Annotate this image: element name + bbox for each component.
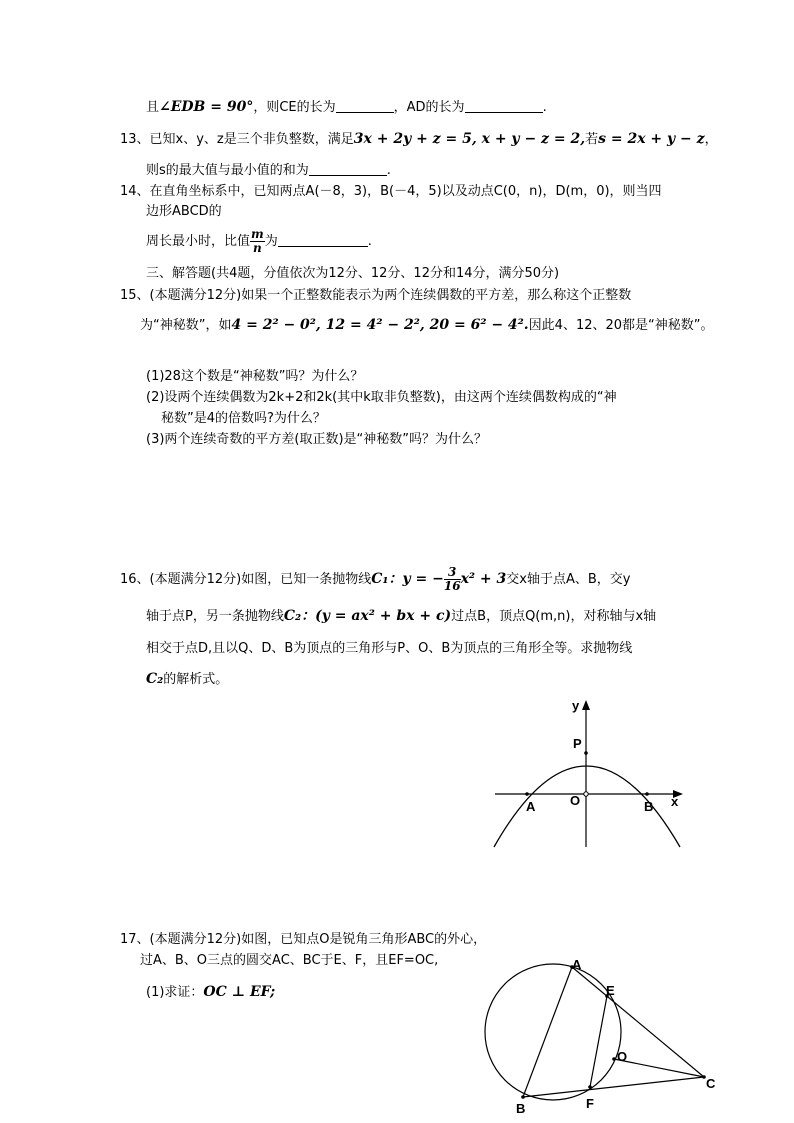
segment-ab <box>523 967 572 1097</box>
q13-line2: 则s的最大值与最小值的和为 . <box>146 163 391 178</box>
q14-line3: 周长最小时，比值 $\frac{m}{n}$ 为 . <box>146 227 372 255</box>
label-o: O <box>617 1049 628 1064</box>
label-b: B <box>516 1101 526 1116</box>
label-c: C <box>706 1076 716 1091</box>
q13-line1: 13、已知x、y、z是三个非负整数，满足3x + 2y + z = 5, x + y − z = 2,若s = 2x + y − z， <box>120 131 718 147</box>
q16-line4: C₂的解析式。 <box>146 671 229 687</box>
answer-blank-ce[interactable] <box>336 98 394 113</box>
point-f <box>588 1085 592 1089</box>
q17-line1: 17、(本题满分12分)如图，已知点O是锐角三角形ABC的外心， <box>120 932 487 947</box>
origin-point <box>584 792 588 796</box>
fraction-m-n: $\frac{m}{n}$ <box>251 227 264 255</box>
q15-line1: 15、(本题满分12分)如果一个正整数能表示为两个连续偶数的平方差，那么称这个正整数 <box>120 288 632 303</box>
label-e: E <box>606 983 615 998</box>
answer-blank-ratio[interactable] <box>278 232 368 247</box>
y-axis-arrow <box>582 700 590 710</box>
q16-line2: 轴于点P，另一条抛物线C₂：(y = ax² + bx + c)过点B，顶点Q(m,n)，对称轴与x轴 <box>146 608 657 624</box>
label-a: A <box>526 799 536 814</box>
segment-ac <box>572 967 704 1077</box>
q15-sub3: (3)两个连续奇数的平方差(取正数)是“神秘数”吗？为什么？ <box>146 432 488 447</box>
fraction-3-16: $\frac{3}{16}$ <box>443 565 461 593</box>
section-title: 三、解答题(共4题，分值依次为12分、12分、12分和14分，满分50分) <box>146 266 560 281</box>
point-b <box>645 792 649 796</box>
q15-sub2-cont: 秘数”是4的倍数吗?为什么？ <box>161 411 326 426</box>
point-a <box>525 792 529 796</box>
y-axis-label: y <box>572 698 580 713</box>
answer-blank-ad[interactable] <box>465 98 543 113</box>
point-p <box>584 751 588 755</box>
segment-oc <box>614 1059 704 1077</box>
segment-bc <box>523 1077 704 1097</box>
q14-line1: 14、在直角坐标系中，已知两点A(－8，3)，B(－4，5)以及动点C(0，n)，D(m，0)，则当四 <box>120 184 662 199</box>
label-o: O <box>570 793 581 808</box>
answer-blank-s[interactable] <box>309 161 387 176</box>
segment-ef <box>590 996 607 1087</box>
q17-line2: 过A、B、O三点的圆交AC、BC于E、F，且EF=OC, <box>140 953 439 968</box>
q17-sub1: (1)求证：OC ⊥ EF; <box>146 984 276 1000</box>
q12-line: 且∠EDB = 90°，则CE的长为 ，AD的长为 . <box>146 99 547 115</box>
q16-line3: 相交于点D,且以Q、D、B为顶点的三角形与P、O、B为顶点的三角形全等。求抛物线 <box>146 641 633 656</box>
label-f: F <box>586 1096 594 1111</box>
circle-triangle-figure <box>478 952 728 1123</box>
x-axis-label: x <box>671 794 679 809</box>
q14-line2: 边形ABCD的 <box>146 204 222 219</box>
q15-line2: 为“神秘数”，如4 = 2² − 0², 12 = 4² − 2², 20 = 6² − 4².因此4、12、20都是“神秘数”。 <box>140 317 714 333</box>
q16-line1: 16、(本题满分12分)如图，已知一条抛物线C₁：y = − $\frac{3}{16}$ x² + 3交x轴于点A、B，交y <box>120 565 631 593</box>
label-b: B <box>644 799 654 814</box>
q15-sub1: (1)28这个数是“神秘数”吗？为什么？ <box>146 369 364 384</box>
label-a: A <box>572 957 582 972</box>
point-o <box>612 1057 616 1061</box>
point-b <box>521 1095 525 1099</box>
label-p: P <box>573 736 582 751</box>
q15-sub2: (2)设两个连续偶数为2k+2和2k(其中k取非负整数)，由这两个连续偶数构成的“神 <box>146 390 617 405</box>
parabola-figure <box>488 695 688 855</box>
